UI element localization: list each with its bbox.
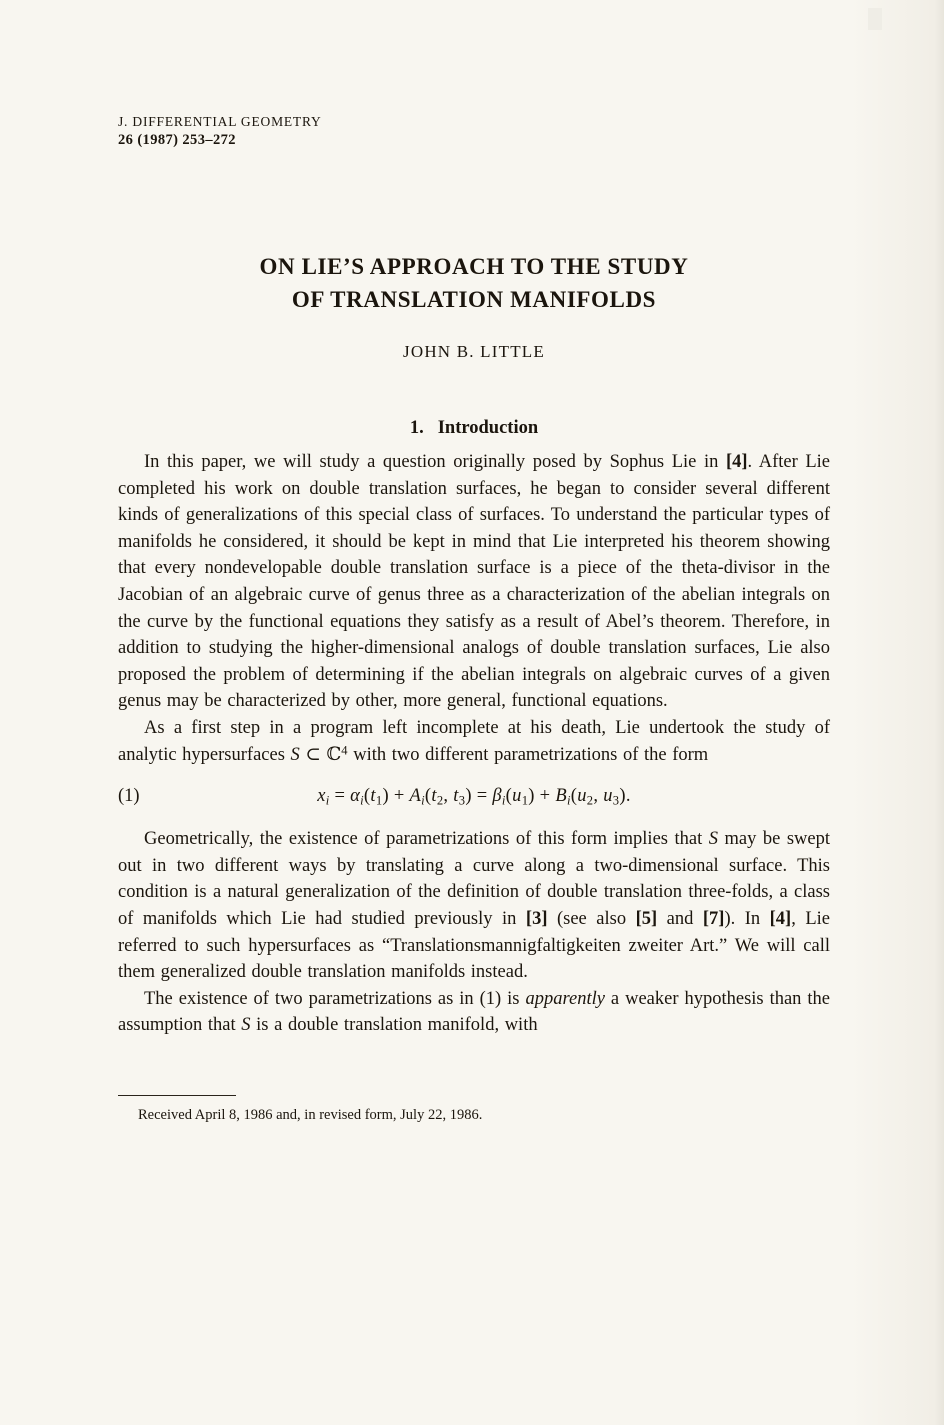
paper-title-line1: ON LIE’S APPROACH TO THE STUDY (259, 254, 689, 279)
journal-name: J. DIFFERENTIAL GEOMETRY (118, 114, 322, 129)
paper-title (118, 250, 830, 316)
journal-volume-pages: 26 (1987) 253–272 (118, 132, 236, 148)
page-content (118, 0, 830, 1125)
footnote-block (118, 1095, 830, 1125)
scan-artifact (868, 8, 882, 30)
footnote-rule (118, 1095, 236, 1096)
paragraph-intro-2: As a first step in a program left incomplete at his death, Lie undertook the study of analytic hypersurfaces S ⊂ ℂ$^4$ with two different parametrizations of the form (118, 717, 830, 765)
paragraph-intro-1: In this paper, we will study a question originally posed by Sophus Lie in [4]. After Lie completed his work on double translation surfaces, he began to consider several different kinds of generalizations of this special class of surfaces. To understand the particular types of manifolds he considered, it should be kept in mind that Lie interpreted his theorem showing that every nondevelopable double translation surface is a piece of the theta-divisor in the Jacobian of an algebraic curve of genus three as a characterization of the abelian integrals on the curve by the functional equations they satisfy as a result of Abel’s theorem. Therefore, in addition to studying the higher-dimensional analogs of double translation surfaces, Lie also proposed the problem of determining if the abelian integrals on algebraic curves of a given genus may be characterized by other, more general, functional equations. (118, 452, 830, 712)
section-label: Introduction (437, 418, 539, 438)
section-number: 1. (409, 418, 424, 438)
equation-body: $x_i = \alpha_i(t_1) + A_i(t_2$, $t_3) = \beta_i(u_1) + B_i(u_2$, $u_3$). (317, 786, 631, 808)
paper-title-line2: OF TRANSLATION MANIFOLDS (291, 287, 657, 312)
body-text (118, 449, 830, 1039)
author-name: JOHN B. LITTLE (403, 342, 545, 361)
paragraph-intro-3: Geometrically, the existence of parametrizations of this form implies that S may be swept out in two different ways by translating a curve along a two-dimensional surface. This condition is a natural generalization of the definition of double translation three-folds, a class of manifolds which Lie had studied previously in [3] (see also [5] and [7]). In [4], Lie referred to such hypersurfaces as “Translationsmannigfaltigkeiten zweiter Art.” We will call them generalized double translation manifolds instead. (118, 829, 830, 983)
paragraph-intro-4: The existence of two parametrizations as in (1) is apparently a weaker hypothesis than the assumption that S is a double translation manifold, with (118, 988, 830, 1036)
section-heading (118, 418, 830, 439)
journal-header (118, 112, 830, 150)
footnote-text: Received April 8, 1986 and, in revised form, July 22, 1986. (138, 1106, 483, 1123)
equation-number: (1) (118, 786, 140, 807)
equation-row (118, 781, 830, 811)
